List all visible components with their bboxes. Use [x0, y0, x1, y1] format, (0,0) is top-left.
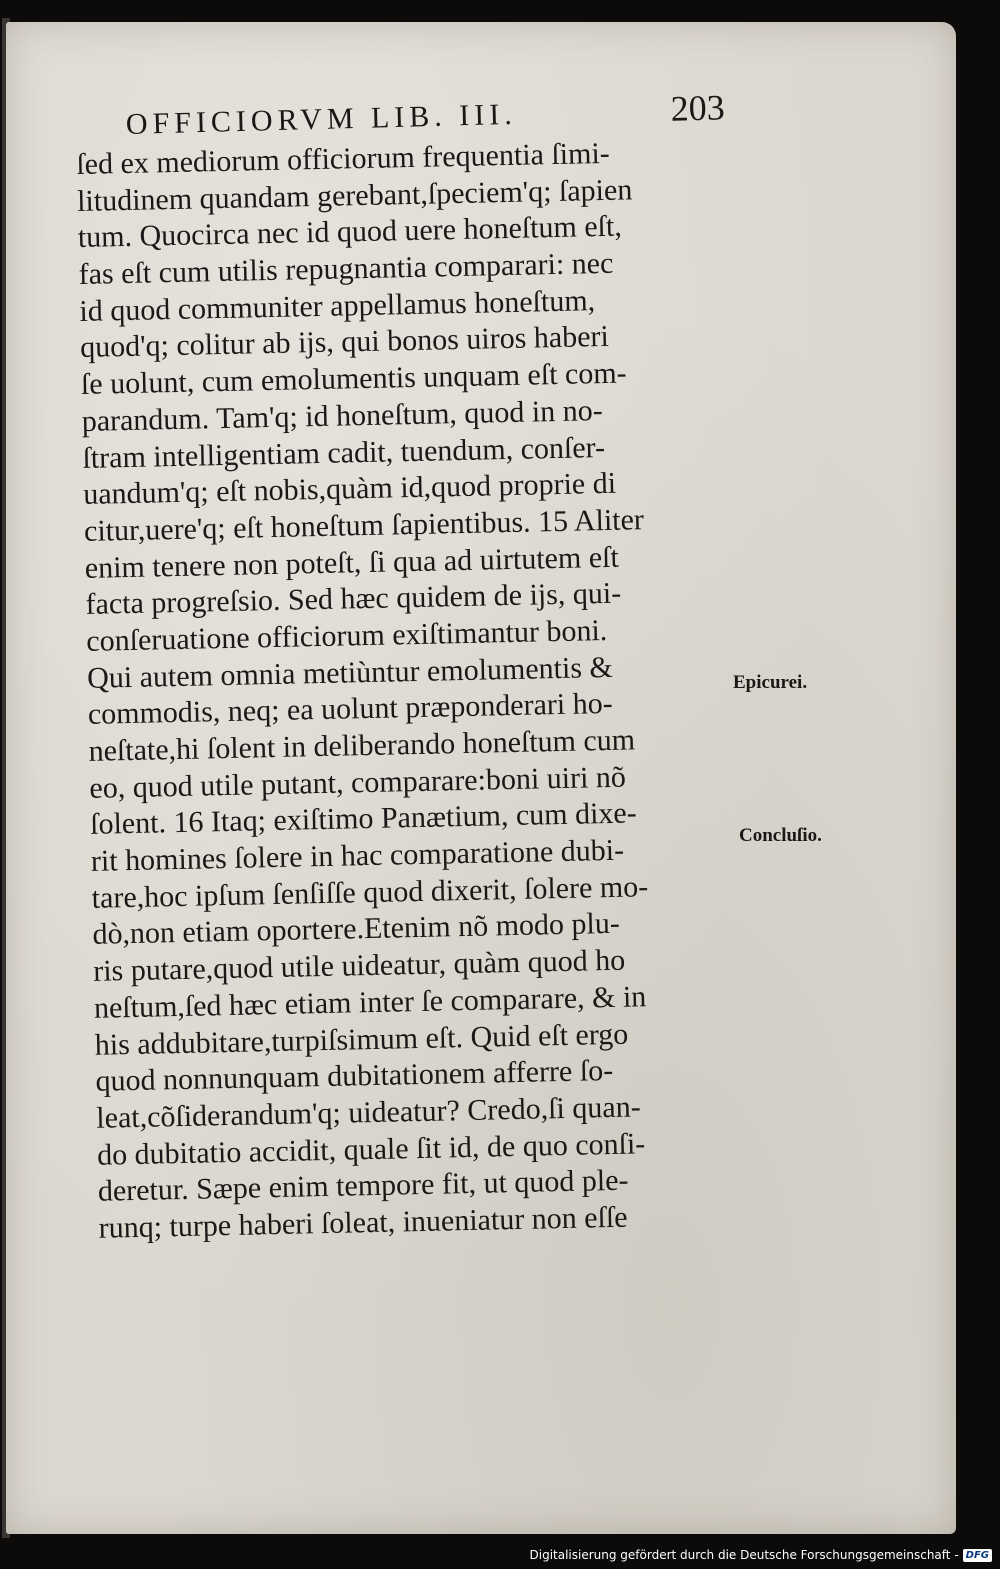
text-line: commodis, neq; ea uolunt præponderari ho- — [87, 687, 614, 732]
text-line: eo, quod utile putant, comparare:boni uiri nõ — [89, 760, 627, 805]
text-line: id quod communiter appellamus honeſtum, — [79, 283, 596, 328]
text-line: quod nonnunquam dubitationem afferre ſo- — [95, 1054, 614, 1098]
text-line: neſtate,hi ſolent in deliberando honeſtum cum — [88, 723, 636, 768]
text-line: facta progreſsio. Sed hæc quidem de ijs, qui- — [85, 576, 622, 622]
text-line: ſtram intelligentiam cadit, tuendum, conſer- — [82, 430, 606, 475]
text-line: citur,uere'q; eſt honeſtum ſapientibus. 15 Aliter — [83, 503, 645, 548]
text-line: conſeruatione officiorum exiſtimantur boni. — [86, 613, 608, 658]
marginal-note-epicurei: Epicurei. — [733, 672, 808, 693]
digitization-footer — [530, 1545, 993, 1565]
text-line: do dubitatio accidit, quale ſit id, de quo conſi- — [96, 1126, 646, 1172]
text-line: ſe uolunt, cum emolumentis unquam eſt com- — [80, 356, 627, 402]
text-line: quod'q; colitur ab ijs, qui bonos uiros haberi — [79, 320, 610, 365]
text-line: leat,cõſiderandum'q; uideatur? Credo,ſi quan- — [95, 1090, 641, 1135]
text-line: his addubitare,turpiſsimum eſt. Quid eſt ergo — [94, 1017, 629, 1062]
text-line: tare,hoc ipſum ſenſiſſe quod dixerit, ſolere mo- — [91, 869, 649, 915]
page-number: 203 — [670, 87, 726, 129]
book-page — [6, 22, 956, 1534]
text-line: rit homines ſolere in hac comparatione dubi- — [90, 833, 625, 878]
text-line: parandum. Tam'q; id honeſtum, quod in no- — [81, 393, 603, 438]
text-line: ſolent. 16 Itaq; exiſtimo Panætium, cum dixe- — [89, 796, 638, 842]
text-line: fas eſt cum utilis repugnantia comparari: nec — [78, 246, 614, 292]
text-line: runq; turpe haberi ſoleat, inueniatur non eſſe — [98, 1200, 628, 1245]
funding-credit: Digitalisierung gefördert durch die Deutsche Forschungsgemeinschaft - — [529, 1548, 959, 1562]
text-line: ris putare,quod utile uideatur, quàm quod ho — [92, 943, 626, 988]
dfg-logo: DFG — [963, 1549, 992, 1562]
marginal-note-conclusio: Concluſio. — [739, 825, 822, 846]
text-line: enim tenere non poteſt, ſi qua ad uirtutem eſt — [84, 540, 620, 585]
text-line: deretur. Sæpe enim tempore fit, ut quod ple- — [97, 1163, 629, 1209]
text-line: neſtum,ſed hæc etiam inter ſe comparare, & in — [93, 980, 647, 1025]
text-line: litudinem quandam gerebant,ſpeciem'q; ſapien — [76, 173, 633, 218]
body-text — [76, 133, 779, 1248]
text-line: ſed ex mediorum officiorum frequentia ſimi- — [76, 136, 611, 181]
running-title: OFFICIORVM LIB. III. — [125, 97, 518, 141]
text-line: dò,non etiam oportere.Etenim nõ modo plu- — [92, 907, 621, 952]
text-line: tum. Quocirca nec id quod uere honeſtum eſt, — [77, 209, 623, 255]
text-line: Qui autem omnia metiùntur emolumentis & — [86, 650, 614, 695]
text-line: uandum'q; eſt nobis,quàm id,quod proprie di — [82, 466, 617, 512]
